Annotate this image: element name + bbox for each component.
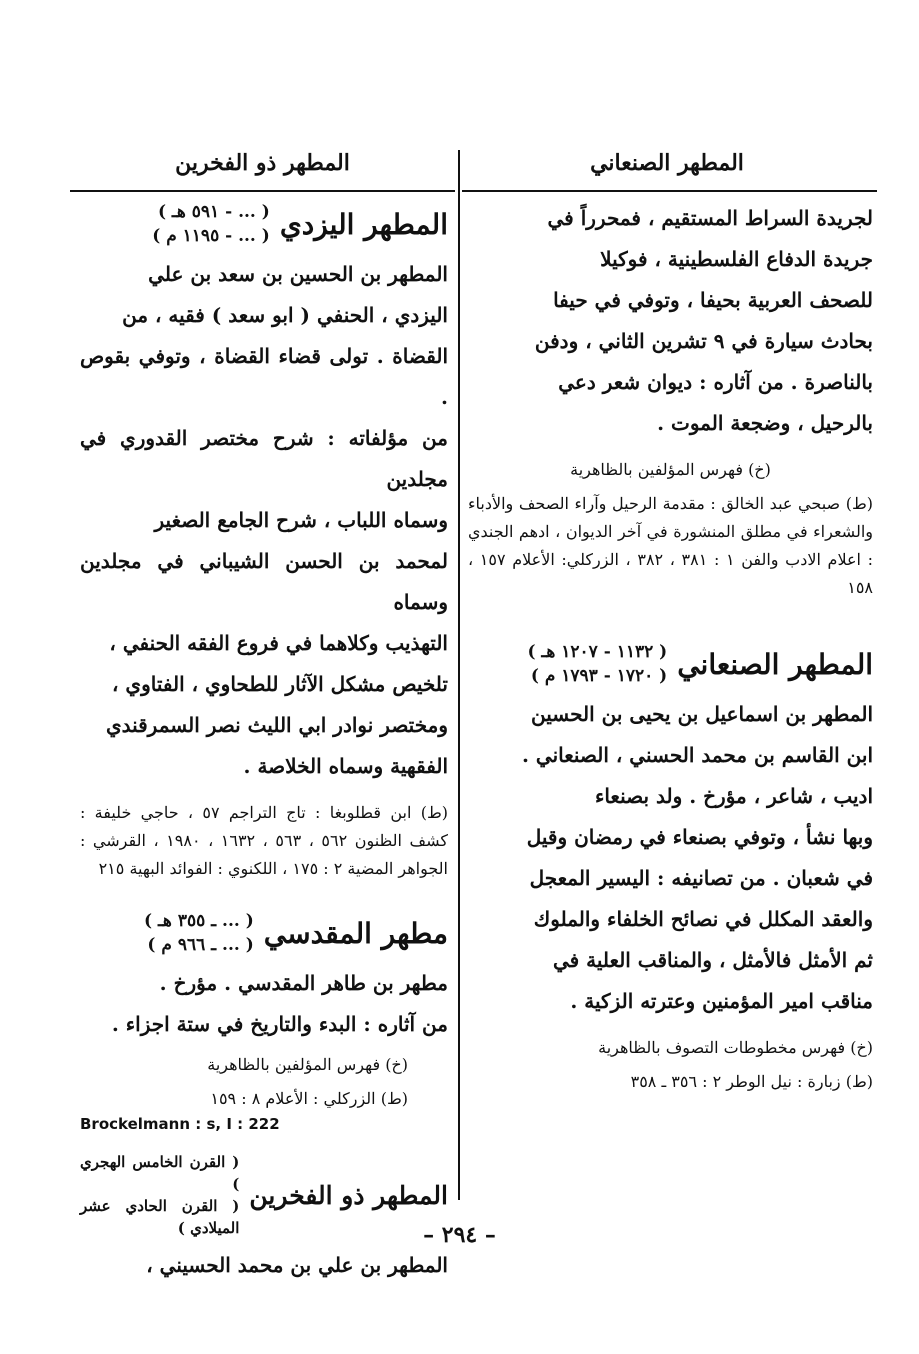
left-column (80, 198, 448, 1286)
reference-printed: (ط) صبحي عبد الخالق : مقدمة الرحيل وآراء الصحف والأدباء والشعراء في مطلق المنشورة في آخر الديوان ، ادهم الجندي : اعلام الادب والفن ١ : ٣٨١ ، ٣٨٢ ، الزركلي: الأعلام ١٥٧ ، ١٥٨ (468, 494, 874, 597)
reference-manuscript: (خ) فهرس المؤلفين بالظاهرية (207, 1055, 408, 1074)
reference-printed: (ط) الزركلي : الأعلام ٨ : ١٥٩ (210, 1089, 408, 1108)
text-line: مناقب امير المؤمنين وعترته الزكية . (570, 989, 873, 1013)
dates-gregorian: ( ... - ١١٩٥ م ) (152, 226, 270, 246)
reference-printed: (ط) زبارة : نيل الوطر ٢ : ٣٥٦ ـ ٣٥٨ (630, 1072, 873, 1091)
entry-dates (144, 909, 254, 957)
running-header-left: المطهر ذو الفخرين (175, 150, 350, 176)
text-line: تلخيص مشكل الآثار للطحاوي ، الفتاوي ، (112, 672, 448, 696)
right-column (468, 198, 873, 1096)
text-line: جريدة الدفاع الفلسطينية ، فوكيلا (600, 247, 873, 271)
entry-heading (80, 909, 448, 957)
dates-gregorian: ( ... ـ ٩٦٦ م ) (147, 935, 254, 955)
latin-reference: Brockelmann : s, I : 222 (80, 1115, 280, 1133)
text-line: في شعبان . من تصانيفه : اليسير المعجل (529, 866, 873, 890)
entry-dates (527, 640, 667, 688)
entry-name: المطهر ذو الفخرين (249, 1180, 448, 1210)
text-line: ومختصر نوادر ابي الليث نصر السمرقندي (105, 713, 448, 737)
entry-name: المطهر اليزدي (279, 207, 448, 241)
text-line: المطهر بن اسماعيل بن يحيى بن الحسين (531, 702, 873, 726)
text-line: المطهر بن علي بن محمد الحسيني ، (146, 1253, 448, 1277)
entry-text (80, 254, 448, 787)
page-number: – ٢٩٤ – (423, 1222, 496, 1248)
continued-entry-text (468, 198, 873, 444)
entry-heading (468, 640, 873, 688)
header-rule-right (462, 190, 877, 192)
entry-dates (152, 200, 270, 248)
reference-manuscript: (خ) فهرس مخطوطات التصوف بالظاهرية (598, 1038, 873, 1057)
text-line: ثم الأمثل فالأمثل ، والمناقب العلية في (552, 948, 873, 972)
entry-name: مطهر المقدسي (263, 916, 448, 950)
text-line: بالرحيل ، وضجعة الموت . (657, 411, 873, 435)
reference-manuscript: (خ) فهرس المؤلفين بالظاهرية (570, 460, 771, 479)
text-line: بالناصرة . من آثاره : ديوان شعر دعي (558, 370, 873, 394)
text-line: اديب ، شاعر ، مؤرخ . ولد بصنعاء (594, 784, 873, 808)
text-line: لمحمد بن الحسن الشيباني في مجلدين وسماه (80, 549, 448, 614)
dates-hijri: ( القرن الخامس الهجري ) (80, 1153, 240, 1193)
text-line: من آثاره : البدء والتاريخ في ستة اجزاء . (111, 1012, 448, 1036)
text-line: الفقهية وسماه الخلاصة . (243, 754, 448, 778)
dates-hijri: ( ١١٣٢ - ١٢٠٧ هـ ) (527, 642, 668, 662)
dates-hijri: ( ... - ٥٩١ هـ ) (157, 202, 270, 222)
text-line: المطهر بن الحسين بن سعد بن علي (148, 262, 448, 286)
header-rule-left (70, 190, 455, 192)
text-line: القضاة . تولى قضاء القضاة ، وتوفي بقوص . (80, 344, 448, 409)
dates-hijri: ( ... ـ ٣٥٥ هـ ) (143, 911, 254, 931)
running-header-right: المطهر الصنعاني (590, 150, 744, 176)
text-line: من مؤلفاته : شرح مختصر القدوري في مجلدين (80, 426, 448, 491)
entry-heading (80, 200, 448, 248)
entry-name: المطهر الصنعاني (677, 647, 873, 681)
dates-gregorian: ( القرن الحادي عشر الميلادي ) (80, 1197, 240, 1237)
text-line: لجريدة السراط المستقيم ، فمحرراً في (547, 206, 873, 230)
dates-gregorian: ( ١٧٢٠ - ١٧٩٣ م ) (530, 666, 668, 686)
reference-printed: (ط) ابن قطلوبغا : تاج التراجم ٥٧ ، حاجي خليفة : كشف الظنون ٥٦٢ ، ٥٦٣ ، ١٦٣٢ ، ١٩٨٠ ، القرشي : الجواهر المضية ٢ : ١٧٥ ، اللكنوي : الفوائد البهية ٢١٥ (80, 803, 449, 878)
text-line: اليزدي ، الحنفي ( ابو سعد ) فقيه ، من (122, 303, 448, 327)
entry-text (468, 694, 873, 1022)
text-line: وبها نشأ ، وتوفي بصنعاء في رمضان وقيل (526, 825, 873, 849)
text-line: للصحف العربية بحيفا ، وتوفي في حيفا (553, 288, 873, 312)
entry-text (80, 1245, 448, 1286)
text-line: ابن القاسم بن محمد الحسني ، الصنعاني . (521, 743, 873, 767)
entry-text (80, 963, 448, 1045)
column-divider (458, 150, 460, 1200)
text-line: مطهر بن طاهر المقدسي . مؤرخ . (159, 971, 448, 995)
text-line: والعقد المكلل في نصائح الخلفاء والملوك (533, 907, 873, 931)
text-line: وسماه اللباب ، شرح الجامع الصغير (154, 508, 448, 532)
text-line: التهذيب وكلاهما في فروع الفقه الحنفي ، (109, 631, 448, 655)
text-line: بحادث سيارة في ٩ تشرين الثاني ، ودفن (534, 329, 873, 353)
